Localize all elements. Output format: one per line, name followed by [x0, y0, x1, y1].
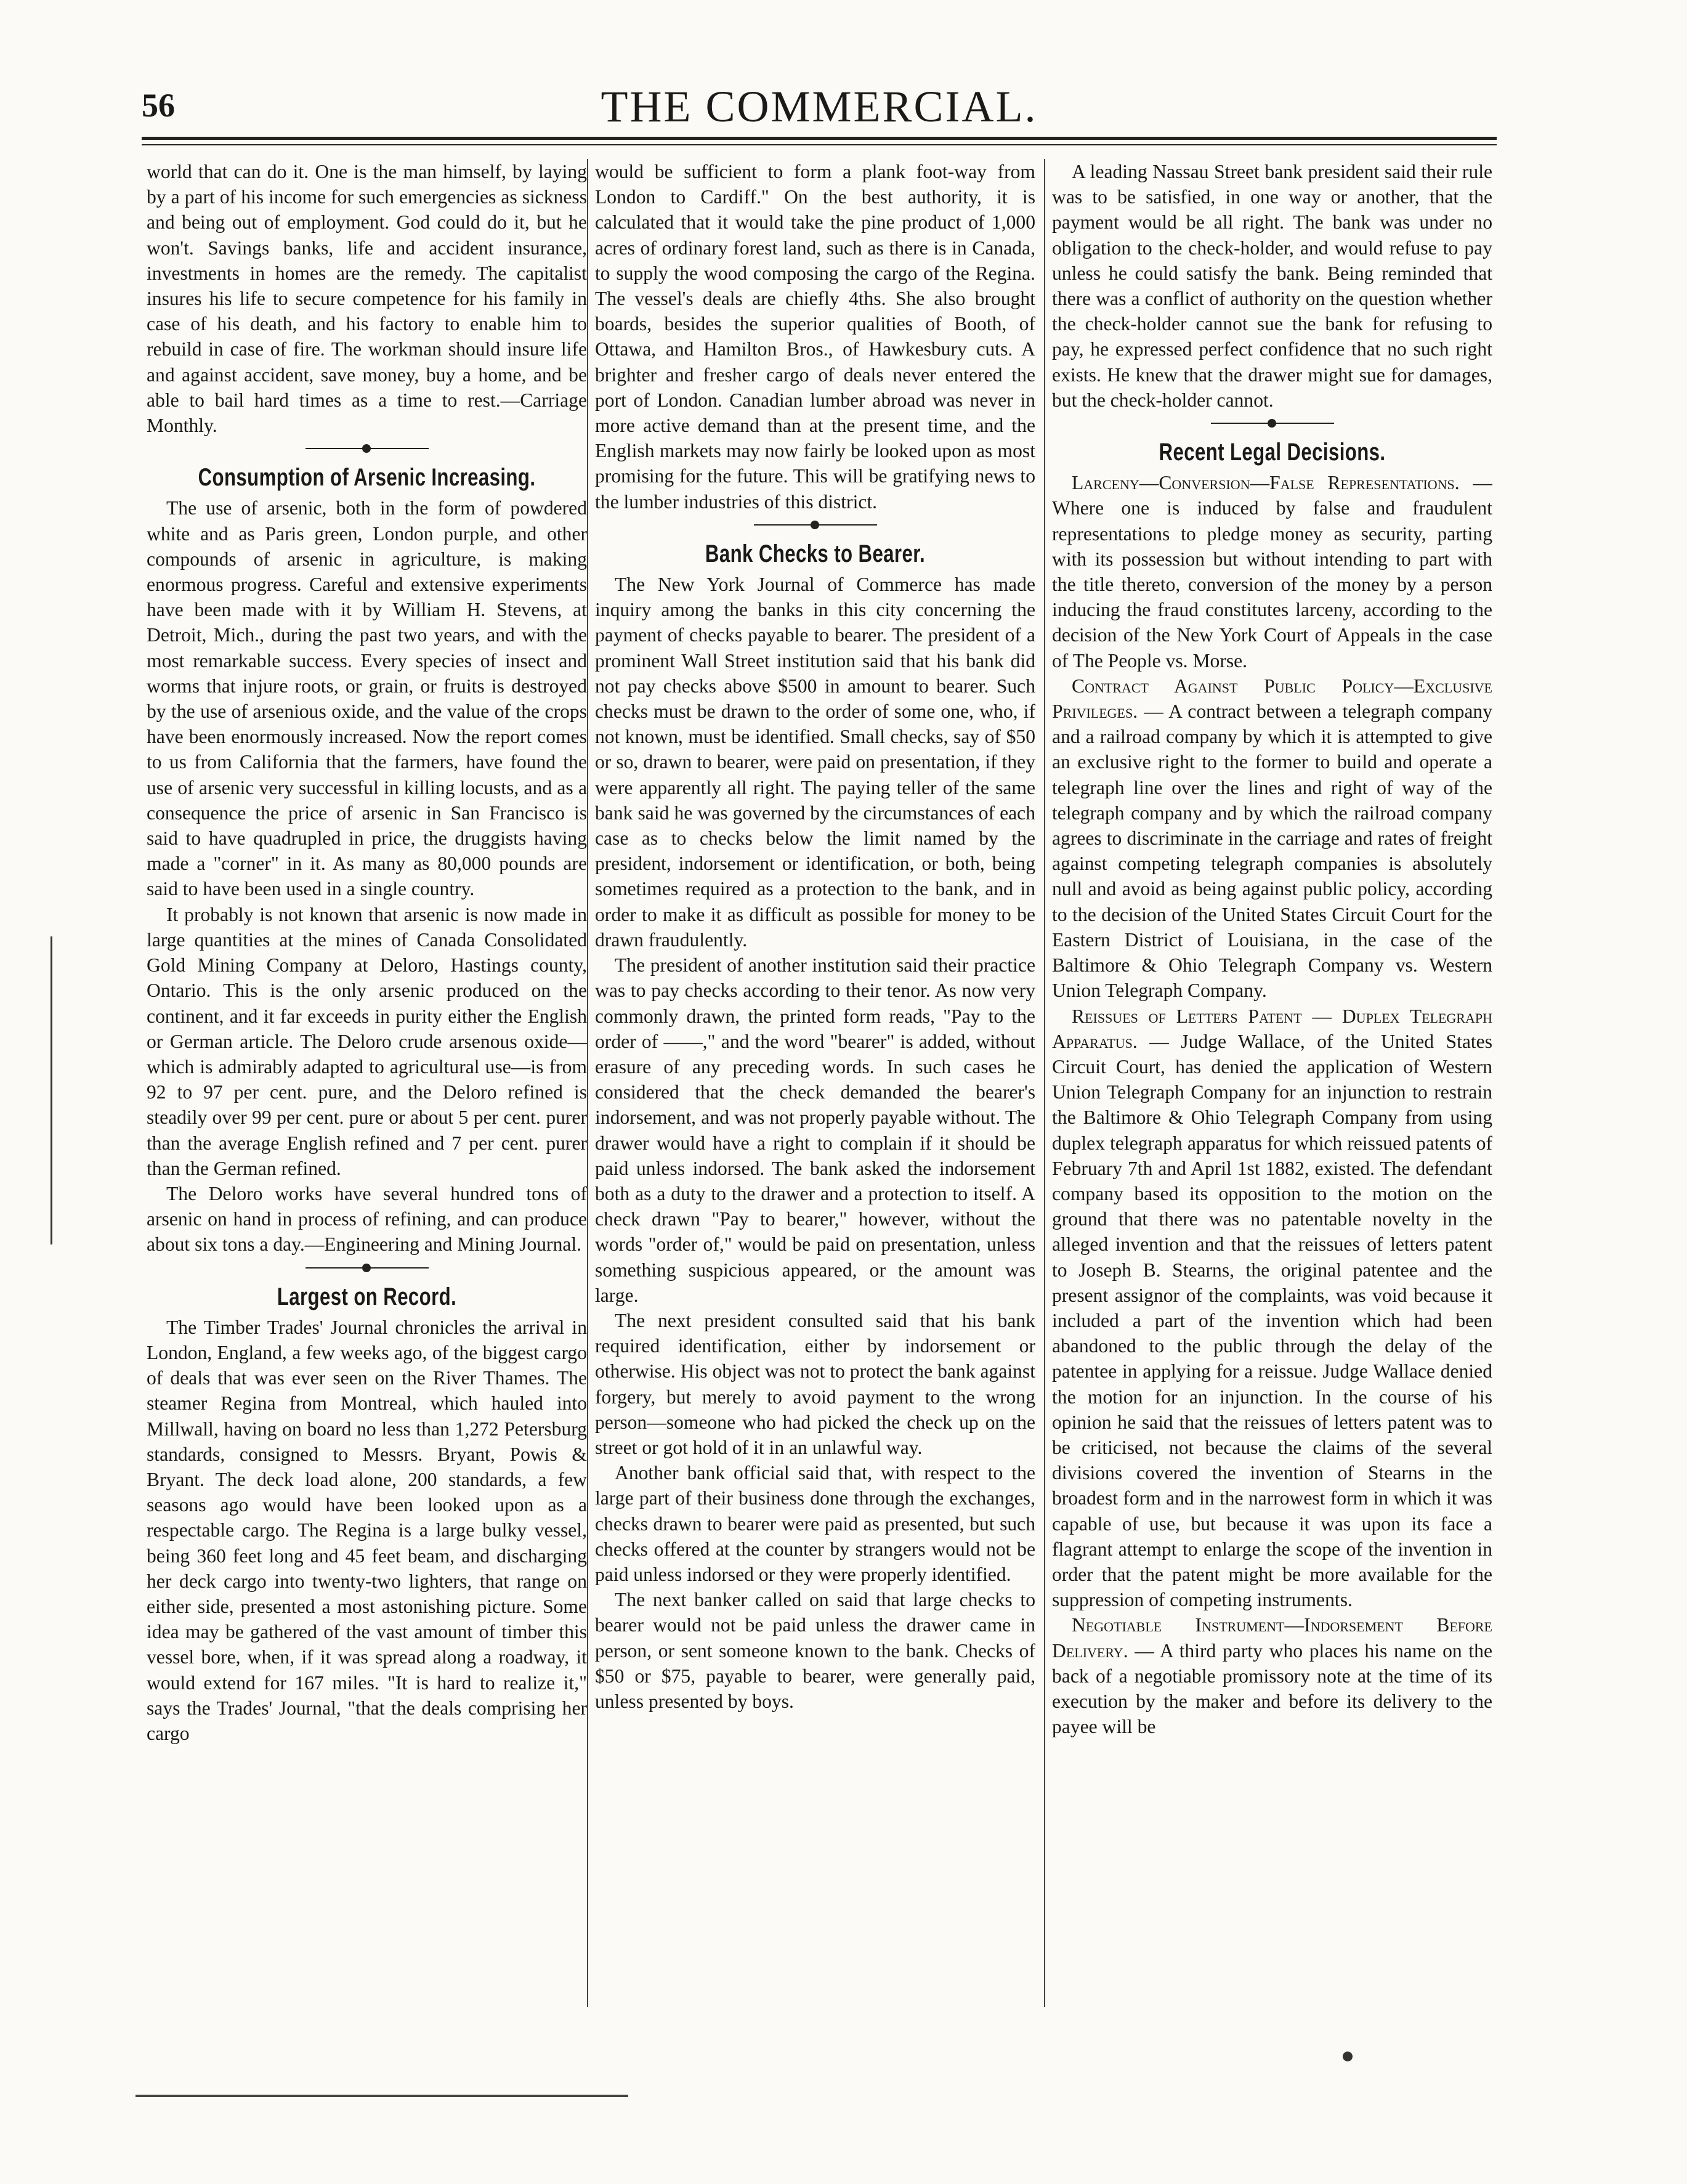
article-paragraph — [595, 159, 1035, 514]
section-lead: Negotiable Instrument—Indorsement Before Delivery. — [1052, 1614, 1492, 1662]
article-divider — [305, 442, 429, 455]
article-paragraph — [595, 952, 1035, 1308]
paragraph-text: The New York Journal of Commerce has made inquiry among the banks in this city concerning the payment of checks payable to bearer. The president of a prominent Wall Street institution said that his bank did not pay checks above $500 in amount to bearer. Such checks must be drawn to the order of some one, who, if not known, must be identified. Small checks, say of $50 or so, drawn to bearer, were paid on presentation, if they were apparently all right. The paying teller of the same bank said he was governed by the circumstances of each case as to checks below the limit named by the president, indorsement or identification, or both, being sometimes required as a protection to the bank, and in order to make it as difficult as possible for money to be drawn fraudulently. — [595, 574, 1035, 951]
article-paragraph — [595, 1460, 1035, 1587]
paragraph-text: — Judge Wallace, of the United States Circuit Court, has denied the application of Western Union Telegraph Company for an injunction to restrain the Baltimore & Ohio Telegraph Company from using duplex telegraph apparatus for which reissued patents of February 7th and April 1st 1882, existed. The defendant company based its opposition to the motion on the ground that there was no patentable novelty in the alleged invention and that the reissues of letters patent to Joseph B. Stearns, the original patentee and the present assignor of the complaints, was void because it included a part of the invention which had been abandoned to the public through the delay of the patentee in applying for a reissue. Judge Wallace denied the motion for an injunction. In the course of his opinion he said that the reissues of letters patent was to be criticised, not because the claims of the several divisions covered the invention of Stearns in the broadest form and in the narrowest form in which it was capable of use, but because it was upon its face a flagrant attempt to enlarge the scope of the invention in order that the patent might be more available for the suppression of competing instruments. — [1052, 1030, 1492, 1611]
paragraph-text: world that can do it. One is the man himself, by laying by a part of his income for such emergencies as sickness and being out of employment. God could do it, but he won't. Savings banks, life and accident insurance, investments in homes are the remedy. The capitalist insures his life to secure competence for his family in case of his death, and his factory to enable him to rebuild in case of fire. The workman should insure life and against accident, save money, buy a home, and be able to bail hard times as a time to rest.—Carriage Monthly. — [147, 161, 587, 437]
paragraph-text: — A contract between a telegraph company and a railroad company by which it is attempted to give an exclusive right to the former to build and operate a telegraph line over the lines and right of way of the telegraph company and by which the railroad company agrees to discriminate in the carriage and rates of freight against competing telegraph companies is absolutely null and avoid as being against public policy, according to the decision of the United States Circuit Court for the Eastern District of Louisiana, in the case of the Baltimore & Ohio Telegraph Company vs. Western Union Telegraph Company. — [1052, 700, 1492, 1002]
column-left — [147, 159, 587, 2007]
column-rule — [587, 159, 588, 2007]
header-rule-thin — [142, 144, 1497, 145]
article-paragraph — [147, 1315, 587, 1746]
paragraph-text: Another bank official said that, with respect to the large part of their business done through the exchanges, checks drawn to bearer were paid as presented, but such checks offered at the counter by strangers would not be paid unless indorsed or they were properly identified. — [595, 1462, 1035, 1585]
paragraph-text: The use of arsenic, both in the form of powdered white and as Paris green, London purple, and other compounds of arsenic in agriculture, is making enormous progress. Careful and extensive experiments have been made with it by William H. Stevens, at Detroit, Mich., during the past two years, and with the most remarkable success. Every species of insect and worms that injure roots, or grain, or fruits is destroyed by the use of arsenious oxide, and the value of the crops have been enormously increased. Now the report comes to us from California that the farmers, have found the use of arsenic very successful in killing locusts, and as a consequence the price of arsenic in San Francisco is said to have quadrupled in price, the druggists having made a "corner" in it. As many as 80,000 pounds are said to have been used in a single country. — [147, 497, 587, 900]
article-paragraph — [1052, 673, 1492, 1004]
article-paragraph — [595, 1587, 1035, 1714]
section-lead: Reissues of Letters Patent — Duplex Telegraph Apparatus. — [1052, 1005, 1492, 1052]
article-paragraph — [1052, 470, 1492, 673]
article-headline: Largest on Record. — [277, 1283, 457, 1310]
paragraph-text: The Timber Trades' Journal chronicles the arrival in London, England, a few weeks ago, of the biggest cargo of deals that was ever seen on the River Thames. The steamer Regina from Montreal, which hauled into Millwall, having on board no less than 1,272 Petersburg standards, consigned to Messrs. Bryant, Powis & Bryant. The deck load alone, 200 standards, a few seasons ago would have been looked upon as a respectable cargo. The Regina is a large bulky vessel, being 360 feet long and 45 feet beam, and discharging her deck cargo into twenty-two lighters, that range on either side, presented a most astonishing picture. Some idea may be gathered of the vast amount of timber this vessel bore, when, if it was spread along a roadway, it would extend for 167 miles. "It is hard to realize it," says the Trades' Journal, "that the deals comprising her cargo — [147, 1316, 587, 1744]
article-paragraph — [1052, 1612, 1492, 1739]
column-middle — [595, 159, 1035, 2007]
article-paragraph — [147, 1181, 587, 1257]
article-paragraph — [1052, 1004, 1492, 1613]
paragraph-text: — Where one is induced by false and fraudulent representations to pledge money as security, parting with its possession but without intending to part with the title thereto, conversion of the money by a person inducing the fraud constitutes larceny, according to the decision of the New York Court of Appeals in the case of The People vs. Morse. — [1052, 472, 1492, 672]
article-divider — [305, 1261, 429, 1275]
paragraph-text: It probably is not known that arsenic is now made in large quantities at the mines of Canada Consolidated Gold Mining Company at Deloro, Hastings county, Ontario. This is the only arsenic produced on the continent, and it far exceeds in purity either the English or German article. The Deloro crude arsenous oxide—which is admirably adapted to agricultural use—is from 92 to 97 per cent. pure, and the Deloro refined is steadily over 99 per cent. pure or about 5 per cent. purer than the average English refined and 7 per cent. purer than the German refined. — [147, 903, 587, 1179]
article-paragraph — [147, 495, 587, 901]
article-headline: Consumption of Arsenic Increasing. — [198, 464, 536, 492]
article-divider — [754, 518, 877, 532]
ink-spot — [1343, 2052, 1353, 2061]
newspaper-title: THE COMMERCIAL. — [601, 82, 1038, 131]
column-rule — [1044, 159, 1045, 2007]
article-headline: Recent Legal Decisions. — [1159, 439, 1386, 466]
article-divider — [1211, 416, 1334, 430]
footer-rule — [136, 2095, 628, 2097]
margin-mark — [51, 936, 52, 1244]
paragraph-text: The Deloro works have several hundred tons of arsenic on hand in process of refining, and can produce about six tons a day.—Engineering and Mining Journal. — [147, 1182, 587, 1256]
paragraph-text: The next banker called on said that large checks to bearer would not be paid unless the drawer came in person, or sent someone known to the bank. Checks of $50 or $75, payable to bearer, were generally paid, unless presented by boys. — [595, 1589, 1035, 1712]
section-lead: Contract Against Public Policy—Exclusive Privileges. — [1052, 675, 1492, 723]
column-right — [1052, 159, 1492, 2007]
masthead — [142, 81, 1497, 137]
article-paragraph — [595, 572, 1035, 952]
section-lead: Larceny—Conversion—False Representations. — [1072, 472, 1460, 494]
paragraph-text: — A third party who places his name on the back of a negotiable promissory note at the time of its execution by the maker and before its delivery to the payee will be — [1052, 1639, 1492, 1738]
paragraph-text: A leading Nassau Street bank president said their rule was to be satisfied, in one way or another, that the payment would be all right. The bank was under no obligation to the check-holder, and would refuse to pay unless he could satisfy the bank. Being reminded that there was a conflict of authority on the question whether the check-holder cannot sue the bank for refusing to pay, he expressed perfect confidence that no such right exists. He knew that the drawer might sue for damages, but the check-holder cannot. — [1052, 161, 1492, 411]
article-paragraph — [595, 1308, 1035, 1460]
page-number: 56 — [142, 87, 175, 124]
paragraph-text: The next president consulted said that his bank required identification, either by indorsement or otherwise. His object was not to protect the bank against forgery, but merely to avoid payment to the wrong person—someone who had picked the check up on the street or got hold of it in an unlawful way. — [595, 1309, 1035, 1458]
paragraph-text: would be sufficient to form a plank foot-way from London to Cardiff." On the best authority, it is calculated that it would take the pine product of 1,000 acres of ordinary forest land, such as there is in Canada, to supply the wood composing the cargo of the Regina. The vessel's deals are chiefly 4ths. She also brought boards, besides the superior qualities of Booth, of Ottawa, and Hamilton Bros., of Hawkesbury cuts. A brighter and fresher cargo of deals never entered the port of London. Canadian lumber abroad was never in more active demand than at the present time, and the English markets may now fairly be looked upon as most promising for the future. This will be gratifying news to the lumber industries of this district. — [595, 161, 1035, 513]
article-headline: Bank Checks to Bearer. — [705, 540, 926, 567]
header-rule — [142, 137, 1497, 140]
paragraph-text: The president of another institution said their practice was to pay checks according to their tenor. As now very commonly drawn, the printed form reads, "Pay to the order of ——," and the word "bearer" is added, without erasure of any preceding words. In such cases he considered that the check demanded the bearer's indorsement, and was not properly payable without. The drawer would have a right to complain if it should be paid unless indorsed. The bank asked the indorsement both as a duty to the drawer and a protection to itself. A check drawn "Pay to bearer," however, without the words "order of," would be paid on presentation, unless something suspicious appeared, or the amount was large. — [595, 954, 1035, 1306]
article-paragraph — [147, 902, 587, 1181]
article-paragraph — [1052, 159, 1492, 413]
article-paragraph — [147, 159, 587, 438]
